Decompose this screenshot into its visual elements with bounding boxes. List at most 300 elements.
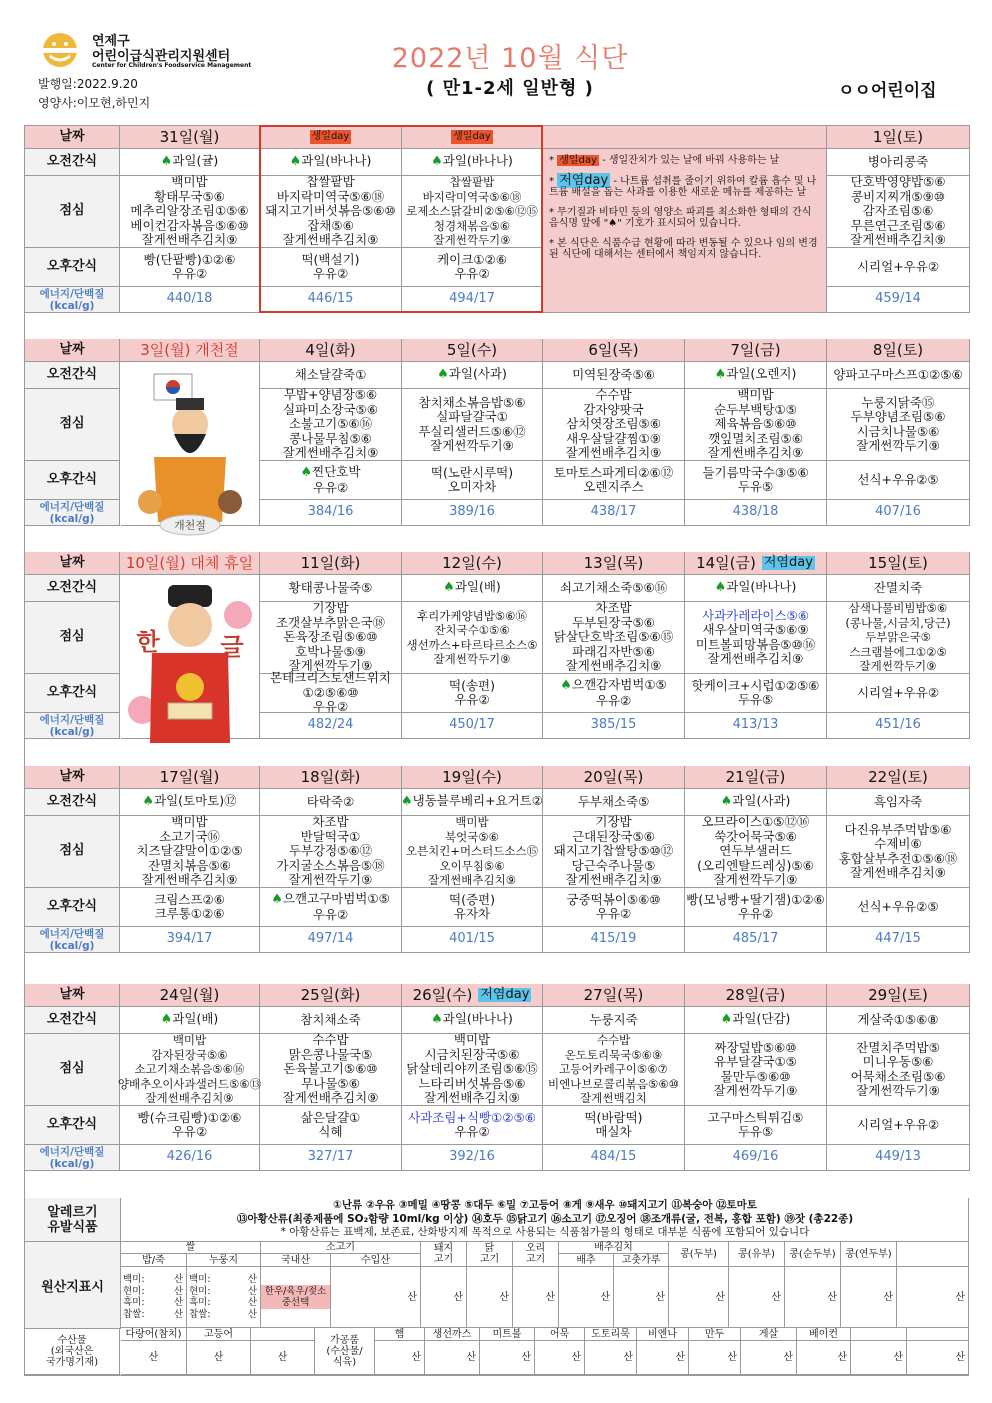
- menu-line: 시리얼+우유②: [856, 258, 940, 274]
- menu-table: [24, 125, 970, 1200]
- nutrient-spade-icon: ♠: [720, 794, 733, 810]
- menu-line: 빵(슈크림빵)①②⑥: [137, 1109, 242, 1125]
- menu-text: 찐단호박: [312, 464, 361, 479]
- date-cell: [685, 766, 827, 789]
- menu-line: 잘게썬배추김치⑨: [707, 445, 804, 461]
- nutrient-spade-icon: ♠: [714, 367, 727, 383]
- date-cell: [120, 339, 260, 362]
- am-snack-cell: [685, 575, 827, 602]
- row-label-lunch: [25, 602, 120, 674]
- origin-value-cell: [689, 1341, 741, 1375]
- menu-line: 닭살단호박조림⑤⑥⑮: [553, 629, 674, 645]
- menu-line: 매실차: [595, 1124, 632, 1139]
- menu-line: 치즈달걀말이①②⑤: [136, 843, 243, 859]
- menu-line: 제육볶음⑤⑥⑩: [714, 416, 797, 432]
- am-snack-cell: [685, 789, 827, 816]
- am-snack-cell: [827, 362, 970, 389]
- row-label-text: 에너지/단백질: [39, 713, 105, 726]
- origin-unit: 산: [173, 1285, 183, 1297]
- am-snack-cell: [543, 362, 685, 389]
- menu-line: ①②⑤⑥⑩: [302, 684, 359, 700]
- date-line: [159, 985, 220, 1004]
- energy-cell: 451/16: [827, 713, 970, 739]
- menu-line: 오븐치킨+머스터드소스⑮: [405, 844, 539, 859]
- pm-snack-cell: [543, 461, 685, 500]
- nutrient-spade-icon: ♠: [431, 154, 443, 170]
- menu-line: 찹쌀팥밥: [306, 174, 355, 190]
- date-cell: [827, 552, 970, 575]
- origin-kimchi-header: [559, 1242, 669, 1254]
- menu-line: 무른연근조림⑤⑥: [850, 217, 946, 233]
- origin-seafood-header: [121, 1328, 187, 1341]
- origin-bean-header: [785, 1242, 841, 1267]
- row-label-lunch: [25, 816, 120, 888]
- pm-snack-cell: [120, 1106, 260, 1145]
- origin-cell-text: 가공품: [330, 1334, 359, 1346]
- origin-cell-text: 밥/죽: [142, 1254, 165, 1266]
- origin-unit: 산: [499, 1291, 509, 1303]
- menu-line: 크루통①②⑥: [154, 906, 225, 921]
- date-line: [125, 553, 254, 572]
- menu-line: 몬테크리스토샌드위치: [270, 670, 391, 686]
- menu-line: 우유②: [454, 1124, 490, 1139]
- lunch-cell: [685, 1034, 827, 1106]
- energy-cell: 450/17: [402, 713, 543, 739]
- menu-line: 우유②: [595, 692, 632, 708]
- dangun-figure-icon: [121, 362, 259, 532]
- lunch-cell: [543, 389, 685, 461]
- menu-line: 온도토리묵국⑤⑥⑨: [564, 1047, 663, 1062]
- origin-pork-header: [421, 1242, 467, 1267]
- menu-line: 잘게썬배추김치⑨: [141, 232, 238, 248]
- nutrient-spade-icon: ♠: [160, 154, 173, 170]
- menu-line: 수제비⑥: [874, 836, 922, 851]
- menu-line: 돼지고기버섯볶음⑤⑥⑩: [265, 203, 396, 219]
- nutrient-spade-icon: ♠: [720, 1012, 733, 1028]
- menu-line: 깻잎멸치조림⑤⑥: [708, 430, 803, 446]
- menu-line: 다진유부주먹밥⑤⑥: [844, 821, 952, 837]
- date-text: 25일(화): [300, 985, 361, 1004]
- menu-line: 감자조림⑤⑥: [862, 203, 934, 219]
- row-label-pm: [25, 888, 120, 927]
- origin-cell-text: 콩(유부): [738, 1248, 775, 1260]
- lunch-cell: [402, 1034, 543, 1106]
- lunch-cell: [117, 1033, 262, 1106]
- row-label-text: 날짜: [59, 128, 85, 144]
- date-line: [310, 130, 352, 145]
- origin-cell-text: 콩(두부): [680, 1248, 717, 1260]
- row-label-energy: [25, 287, 120, 313]
- date-cell: [685, 552, 827, 575]
- date-line: [872, 340, 924, 359]
- menu-line: 수수밥: [312, 1032, 349, 1048]
- date-cell: [543, 984, 685, 1007]
- date-line: [583, 767, 644, 786]
- menu-line: 크림스프②⑥: [154, 891, 225, 907]
- origin-pepper-header: [614, 1254, 669, 1267]
- menu-line: 떡(바람떡): [584, 1109, 643, 1125]
- lunch-cell: [685, 602, 827, 674]
- origin-unit: 산: [715, 1291, 725, 1303]
- origin-unit: 산: [571, 1352, 581, 1363]
- energy-cell: 415/19: [543, 927, 685, 953]
- menu-line: 병아리콩죽: [867, 153, 929, 169]
- row-label-lunch: [25, 1034, 120, 1106]
- am-snack-cell: [827, 149, 970, 176]
- date-text: 26일(수): [412, 985, 473, 1004]
- origin-value-cell: [559, 1267, 614, 1328]
- menu-line: 후리가케양념밥⑤⑥⑯: [417, 608, 527, 623]
- menu-line: [301, 465, 361, 481]
- menu-line: 잘게썬깍두기⑨: [856, 438, 940, 453]
- lunch-cell: [827, 389, 970, 461]
- illustration-caption: 개천절: [174, 519, 206, 532]
- menu-line: 무밥+양념장⑤⑥: [283, 387, 378, 403]
- date-line: [305, 340, 356, 359]
- origin-rice-line: [189, 1274, 257, 1286]
- menu-line: 콩나물무침⑤⑥: [289, 430, 372, 446]
- lunch-cell: [827, 176, 970, 248]
- menu-line: 황태무국⑤⑥: [154, 188, 225, 204]
- menu-line: 파래김자반⑤⑥: [572, 643, 655, 659]
- origin-rice-porridge-header: [121, 1254, 187, 1267]
- lunch-cell: [685, 389, 827, 461]
- date-line: [140, 340, 239, 359]
- menu-line: 시금치나물⑤⑥: [856, 423, 940, 439]
- menu-line: 오므라이스①⑤⑫⑯: [701, 814, 810, 830]
- menu-line: 황태콩나물죽⑤: [288, 579, 373, 595]
- origin-processed-header: [425, 1328, 480, 1341]
- row-label-date: [25, 339, 120, 362]
- menu-line: 두유⑤: [737, 692, 774, 707]
- am-snack-cell: [402, 362, 543, 389]
- menu-line: 잔멸치죽: [873, 579, 923, 595]
- birthday-badge: 생일day: [310, 130, 352, 145]
- row-label-text: 오후간식: [46, 898, 98, 914]
- origin-unit: 산: [827, 1291, 837, 1303]
- date-cell: [543, 766, 685, 789]
- menu-line: 가지굴소스볶음⑤⑱: [276, 857, 385, 873]
- origin-value-cell: [331, 1267, 421, 1328]
- origin-cell-text: (외국산은: [50, 1345, 94, 1357]
- origin-unit: 산: [173, 1274, 183, 1285]
- origin-unit: 산: [173, 1297, 183, 1308]
- menu-line: 잔멸치주먹밥⑤: [856, 1039, 940, 1055]
- menu-line: 고구마스틱튀김⑤: [707, 1109, 804, 1125]
- menu-text: 과일(오렌지): [726, 366, 797, 382]
- lowsalt-badge: 저염day: [480, 986, 530, 1002]
- pm-snack-cell: [685, 1106, 827, 1145]
- am-snack-cell: [260, 149, 402, 176]
- menu-line: 백미밥: [171, 174, 208, 190]
- origin-cell-text: 게살: [758, 1328, 779, 1340]
- menu-line: 잘게썬배추김치⑨: [141, 872, 238, 888]
- origin-value-cell: [421, 1267, 467, 1328]
- menu-line: 기장밥: [595, 814, 632, 830]
- menu-text: 과일(바나나): [442, 153, 513, 169]
- origin-value-cell: [741, 1341, 797, 1375]
- origin-value-cell: [637, 1341, 689, 1375]
- menu-line: 호박나물⑤⑨: [295, 643, 366, 659]
- row-label-energy: [25, 500, 120, 526]
- lunch-cell: [260, 602, 402, 674]
- row-label-text: 오전간식: [46, 793, 98, 809]
- lunch-cell: [402, 389, 543, 461]
- origin-unit: 산: [783, 1352, 793, 1363]
- origin-processed-header: [585, 1328, 637, 1341]
- energy-cell: 407/16: [827, 500, 970, 526]
- origin-cell-text: 고등어: [204, 1328, 233, 1340]
- pm-snack-cell: [120, 888, 260, 927]
- menu-line: 잘게썬배추김치⑨: [427, 873, 517, 888]
- origin-beef-domestic-value: [261, 1267, 331, 1328]
- nutrient-spade-icon: ♠: [431, 1012, 443, 1028]
- origin-rice-line: [123, 1274, 183, 1286]
- menu-line: 잘게썬배추김치⑨: [565, 658, 662, 674]
- origin-unit: 산: [893, 1352, 903, 1363]
- date-cell: [402, 552, 543, 575]
- origin-unit: 산: [247, 1285, 257, 1297]
- energy-cell: 449/13: [827, 1145, 970, 1171]
- page-subtitle: ( 만1-2세 일반형 ): [426, 78, 594, 99]
- menu-line: 우유②: [454, 692, 490, 707]
- menu-line: 떡(송편): [449, 677, 495, 693]
- origin-nurungji-values: [187, 1267, 261, 1328]
- lunch-cell: [402, 816, 543, 888]
- page-title: 2022년 10월 식단: [391, 43, 629, 74]
- menu-line: 스크램블에그①②⑤: [849, 644, 947, 659]
- date-text: 12일(수): [442, 553, 502, 572]
- origin-rice-kind: 현미:: [189, 1285, 211, 1297]
- menu-line: 새우살미역국⑤⑥⑨: [702, 622, 809, 637]
- origin-value-cell: [187, 1341, 251, 1375]
- menu-line: 오미자차: [447, 479, 497, 494]
- menu-line: 감자양팟국: [583, 401, 644, 417]
- menu-line: 유부달걀국①⑤: [714, 1054, 797, 1069]
- origin-imported-header: [331, 1254, 421, 1267]
- origin-unit: 산: [173, 1308, 183, 1320]
- origin-processed-header: [797, 1328, 851, 1341]
- origin-cell-text: 닭: [484, 1243, 495, 1254]
- date-line: [159, 127, 220, 146]
- origin-rice-line: [189, 1297, 257, 1309]
- menu-line: 삼치엿장조림⑤⑥: [566, 416, 661, 432]
- menu-line: 로제소스닭갈비②⑤⑥⑫⑮: [406, 204, 538, 219]
- energy-cell: 482/24: [260, 713, 402, 739]
- pm-snack-cell: [402, 674, 543, 713]
- menu-line: 사과조림+식빵①②⑤⑥: [408, 1109, 536, 1125]
- menu-line: 잘게썬깍두기⑨: [288, 872, 373, 888]
- birthday-badge: 생일day: [559, 155, 597, 166]
- origin-value-cell: [425, 1341, 480, 1375]
- menu-line: 미니우동⑤⑥: [862, 1054, 934, 1069]
- energy-cell: 401/15: [402, 927, 543, 953]
- date-cell: [120, 552, 260, 575]
- origin-processed-header: [689, 1328, 741, 1341]
- menu-line: 흑임자죽: [873, 793, 923, 809]
- row-label-pm: [25, 674, 120, 713]
- row-label-text: 오전간식: [46, 579, 98, 595]
- energy-cell: 494/17: [402, 287, 543, 313]
- menu-line: [437, 367, 507, 383]
- menu-line: 우유②: [171, 266, 208, 281]
- menu-line: 누룽지죽: [589, 1011, 638, 1027]
- origin-value-cell: [251, 1341, 315, 1375]
- am-snack-cell: [402, 789, 543, 816]
- am-snack-cell: [260, 575, 402, 602]
- am-snack-cell: [827, 575, 970, 602]
- lunch-cell: [827, 1034, 970, 1106]
- origin-chicken-header: [467, 1242, 513, 1267]
- nutrient-spade-icon: ♠: [289, 154, 302, 170]
- menu-line: [443, 580, 501, 596]
- menu-line: 유자차: [453, 906, 491, 921]
- origin-cell-text: 돼지: [433, 1243, 454, 1254]
- menu-line: 누룽지닭죽⑮: [861, 394, 935, 410]
- menu-line: 두부양념조림⑤⑥: [850, 409, 946, 424]
- pm-snack-cell: [543, 1106, 685, 1145]
- origin-cell-text: 수입산: [361, 1254, 390, 1266]
- energy-cell: 385/15: [543, 713, 685, 739]
- origin-value-cell: [841, 1267, 897, 1328]
- menu-line: 시금치된장국⑤⑥: [424, 1046, 520, 1062]
- menu-line: 잔멸치볶음⑤⑥: [148, 857, 231, 873]
- menu-line: 우유②: [595, 906, 632, 921]
- menu-line: 토마토스파게티②⑥⑫: [553, 464, 674, 480]
- pm-snack-cell: [543, 674, 685, 713]
- menu-line: [290, 154, 372, 170]
- date-line: [583, 553, 644, 572]
- lunch-cell: [543, 816, 685, 888]
- origin-domestic-header: [261, 1254, 331, 1267]
- menu-line: 잘게썬깍두기⑨: [433, 652, 511, 666]
- pm-snack-cell: [260, 670, 402, 715]
- menu-line: (오리엔탈드레싱)⑤⑥: [697, 857, 814, 873]
- date-line: [159, 767, 220, 786]
- menu-line: 소고기채소볶음⑤⑥⑯: [134, 1062, 245, 1077]
- date-line: [583, 985, 644, 1004]
- row-label-energy: [25, 1145, 120, 1171]
- menu-line: 잘게썬배추김치⑨: [424, 1090, 520, 1106]
- pm-snack-cell: [827, 461, 970, 500]
- menu-line: 빵(모닝빵+딸기잼)①②⑥: [686, 891, 825, 907]
- menu-line: 잘게썬배추김치⑨: [850, 865, 946, 880]
- allergy-line-3: * 아황산류는 표백제, 보존료, 산화방지제 목적으로 사용되는 식품첨가물의 형태로 대부분 식품에 포함되어 있습니다: [280, 1226, 810, 1238]
- menu-line: 게살죽①⑤⑥⑧: [857, 1011, 939, 1027]
- menu-line: [431, 1012, 513, 1028]
- row-label-lunch: [25, 176, 120, 248]
- nutrient-spade-icon: ♠: [271, 892, 283, 907]
- origin-processed-header: [741, 1328, 797, 1341]
- pm-snack-cell: [543, 888, 685, 927]
- lunch-cell: [120, 816, 260, 888]
- pm-snack-cell: [120, 248, 260, 287]
- pm-snack-cell: [260, 248, 402, 287]
- menu-line: 콩비지찌개⑤⑨⑩: [851, 188, 945, 204]
- date-text: 4일(화): [305, 340, 356, 359]
- date-text: 28일(금): [725, 985, 786, 1004]
- origin-value-cell: [535, 1341, 585, 1375]
- menu-line: [721, 794, 791, 810]
- origin-rice-line: [123, 1309, 183, 1321]
- date-cell: [543, 552, 685, 575]
- menu-line: 잘게썬배추김치⑨: [145, 1091, 234, 1106]
- date-cell: [120, 126, 260, 149]
- origin-cell-text: 고춧가루: [621, 1254, 661, 1266]
- energy-cell: 440/18: [120, 287, 260, 313]
- energy-cell: 394/17: [120, 927, 260, 953]
- note-text: - 생일잔치가 있는 날에 바꿔 사용하는 날: [598, 155, 780, 166]
- allergy-text: [121, 1199, 969, 1240]
- menu-line: 반달떡국①: [300, 828, 361, 844]
- nutrient-spade-icon: ♠: [160, 1012, 173, 1028]
- row-label-pm: [25, 1106, 120, 1145]
- menu-line: 느타리버섯볶음⑤⑥: [418, 1075, 526, 1091]
- origin-unit: 산: [411, 1352, 421, 1363]
- origin-unit: 산: [955, 1291, 965, 1303]
- lunch-cell: [402, 176, 543, 248]
- note-symbol: * 무기질과 비타민 등의 영양소 파괴를 최소화한 형태의 간식 음식명 앞에 "♠" 기호가 표시되어 있습니다.: [549, 206, 812, 229]
- date-text: 11일(화): [300, 553, 361, 572]
- menu-line: 두부된장국⑤⑥: [572, 614, 655, 630]
- origin-value-cell: [669, 1267, 729, 1328]
- origin-rice-values: [121, 1267, 187, 1328]
- menu-line: 청경채볶음⑤⑥: [433, 218, 511, 233]
- date-cell: [260, 984, 402, 1007]
- origin-processed-label: [315, 1328, 375, 1375]
- lunch-cell: [260, 389, 402, 461]
- menu-text: 과일(귤): [172, 153, 219, 169]
- note-lowsalt: [549, 172, 820, 199]
- origin-seafood-header: [187, 1328, 251, 1341]
- menu-line: 무나물⑤⑥: [301, 1075, 360, 1091]
- row-label-date: [25, 552, 120, 575]
- lunch-cell: [120, 176, 260, 248]
- menu-line: 실파미소장국⑤⑥: [283, 401, 378, 417]
- energy-cell: 485/17: [685, 927, 827, 953]
- row-label-text: (kcal/g): [49, 939, 95, 952]
- origin-rice-kind: 현미:: [123, 1285, 145, 1297]
- origin-cell-text: 배추김치: [594, 1242, 633, 1253]
- menu-line: 선식+우유②⑤: [857, 898, 939, 914]
- lunch-cell: [402, 602, 543, 674]
- menu-line: 우유②: [312, 699, 349, 715]
- date-cell: [827, 766, 970, 789]
- row-label-text: 점심: [59, 843, 85, 859]
- date-cell: [260, 126, 402, 149]
- menu-line: 수수밥: [596, 1033, 631, 1048]
- origin-nurungji-header: [187, 1254, 261, 1267]
- allergy-label: [25, 1198, 121, 1241]
- menu-line: 실파달걀국①: [436, 409, 508, 424]
- origin-unit: 산: [277, 1352, 288, 1363]
- origin-bean-header: [841, 1242, 897, 1267]
- menu-line: 우유②: [171, 1124, 208, 1139]
- menu-line: [721, 1012, 791, 1028]
- holiday-illustration: [121, 362, 260, 532]
- origin-value-cell: [907, 1341, 969, 1375]
- pm-snack-cell: [260, 1106, 402, 1145]
- publish-date: 발행일:2022.9.20: [38, 77, 138, 91]
- pm-snack-cell: [827, 674, 970, 713]
- notes-box: [543, 149, 827, 313]
- menu-line: 빵(단팥빵)①②⑥: [143, 251, 236, 267]
- row-label-text: 점심: [59, 1061, 85, 1077]
- menu-line: 소고기국⑯: [159, 828, 220, 844]
- menu-line: 두유⑤: [737, 479, 774, 494]
- row-label-text: (kcal/g): [49, 299, 95, 312]
- am-snack-cell: [260, 1007, 402, 1034]
